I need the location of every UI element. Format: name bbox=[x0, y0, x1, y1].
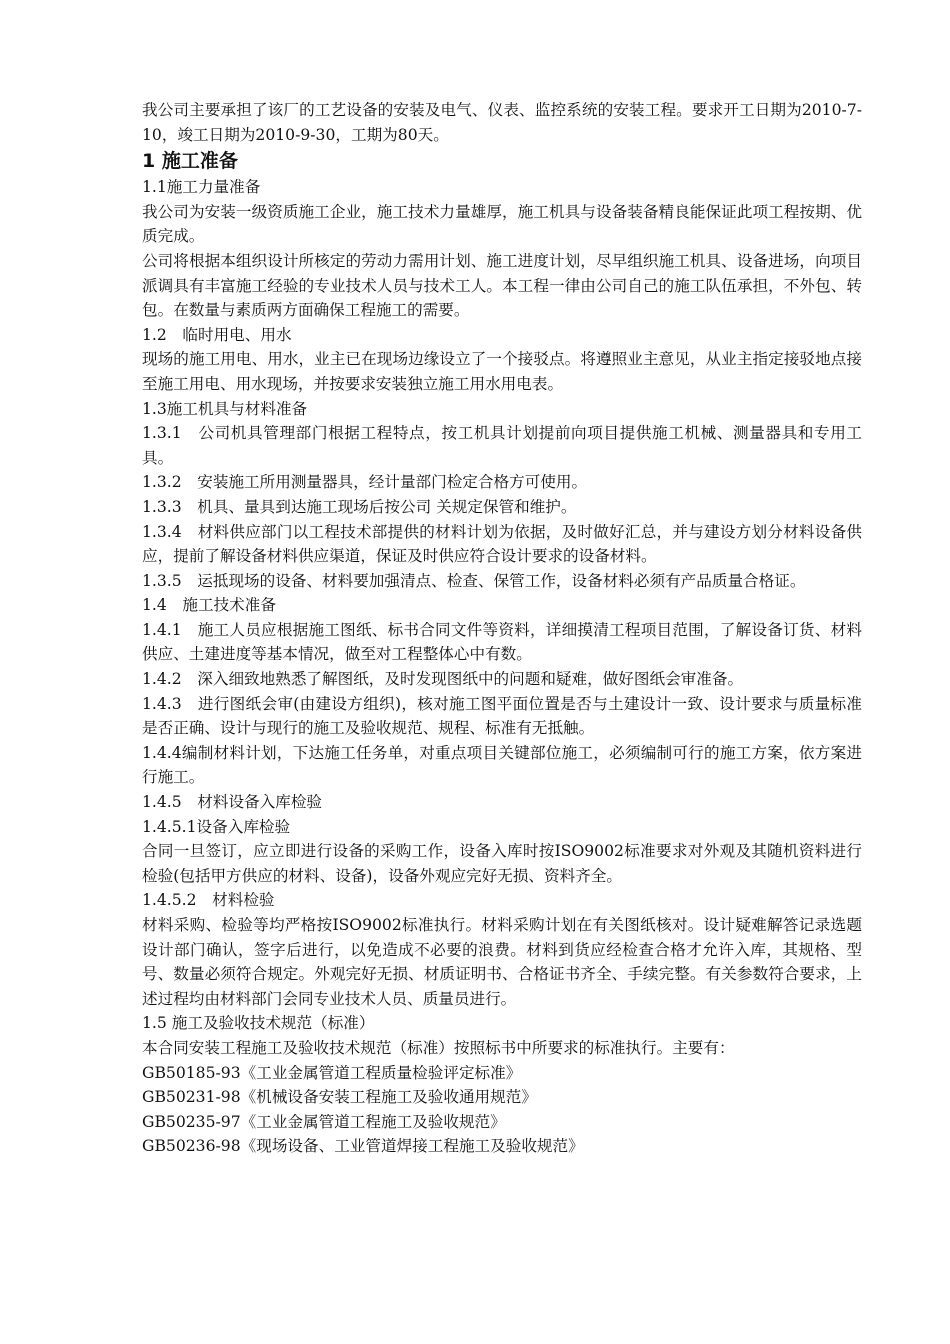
item-1-4-1: 1.4.1 施工人员应根据施工图纸、标书合同文件等资料，详细摸清工程项目范围，了解设备订货、材料供应、土建进度等基本情况，做至对工程整体心中有数。 bbox=[142, 620, 862, 664]
item-1-4-5-2-title: 1.4.5.2 材料检验 bbox=[142, 891, 275, 910]
item-1-3-2: 1.3.2 安装施工所用测量器具，经计量部门检定合格方可使用。 bbox=[142, 473, 588, 492]
standard-item: GB50236-98《现场设备、工业管道焊接工程施工及验收规范》 bbox=[142, 1137, 584, 1156]
paragraph-1-1-b: 公司将根据本组织设计所核定的劳动力需用计划、施工进度计划，尽早组织施工机具、设备进场，向项目派调具有丰富施工经验的专业技术人员与技术工人。本工程一律由公司自己的施工队伍承担，不外包、转包。在数量与素质两方面确保工程施工的需要。 bbox=[142, 251, 862, 320]
paragraph-1-1-a: 我公司为安装一级资质施工企业，施工技术力量雄厚，施工机具与设备装备精良能保证此项工程按期、优质完成。 bbox=[142, 202, 862, 246]
paragraph-1-5: 本合同安装工程施工及验收技术规范（标准）按照标书中所要求的标准执行。主要有： bbox=[142, 1038, 735, 1057]
item-1-4-4: 1.4.4编制材料计划，下达施工任务单，对重点项目关键部位施工，必须编制可行的施工方案，依方案进行施工。 bbox=[142, 743, 862, 787]
subsection-title-1-3: 1.3施工机具与材料准备 bbox=[142, 399, 308, 418]
subsection-title-1-1: 1.1施工力量准备 bbox=[142, 178, 261, 197]
subsection-title-1-5: 1.5 施工及验收技术规范（标准） bbox=[142, 1014, 375, 1033]
item-1-4-5-1-title: 1.4.5.1设备入库检验 bbox=[142, 817, 291, 836]
item-1-4-3: 1.4.3 进行图纸会审(由建设方组织)，核对施工图平面位置是否与土建设计一致、设计要求与质量标准是否正确、设计与现行的施工及验收规范、规程、标准有无抵触。 bbox=[142, 694, 862, 738]
paragraph-1-2: 现场的施工用电、用水，业主已在现场边缘设立了一个接驳点。将遵照业主意见，从业主指定接驳地点接至施工用电、用水现场，并按要求安装独立施工用水用电表。 bbox=[142, 350, 862, 393]
item-1-4-2: 1.4.2 深入细致地熟悉了解图纸，及时发现图纸中的问题和疑难，做好图纸会审准备。 bbox=[142, 670, 744, 689]
item-1-4-5: 1.4.5 材料设备入库检验 bbox=[142, 793, 323, 812]
standard-item: GB50231-98《机械设备安装工程施工及验收通用规范》 bbox=[142, 1088, 537, 1107]
document-page bbox=[142, 98, 862, 1159]
item-1-4-5-1-paragraph: 合同一旦签订，应立即进行设备的采购工作，设备入库时按ISO9002标准要求对外观及其随机资料进行检验(包括甲方供应的材料、设备)，设备外观应完好无损、资料齐全。 bbox=[142, 842, 862, 885]
standard-item: GB50185-93《工业金属管道工程质量检验评定标准》 bbox=[142, 1063, 522, 1082]
subsection-title-1-2: 1.2 临时用电、用水 bbox=[142, 325, 292, 344]
standard-item: GB50235-97《工业金属管道工程施工及验收规范》 bbox=[142, 1112, 506, 1131]
section-heading-1: 1 施工准备 bbox=[142, 150, 238, 173]
item-1-3-4: 1.3.4 材料供应部门以工程技术部提供的材料计划为依据，及时做好汇总，并与建设方划分材料设备供应，提前了解设备材料供应渠道，保证及时供应符合设计要求的设备材料。 bbox=[142, 522, 862, 566]
item-1-4-5-2-paragraph: 材料采购、检验等均严格按ISO9002标准执行。材料采购计划在有关图纸核对。设计疑难解答记录选题设计部门确认，签字后进行，以免造成不必要的浪费。材料到货应经检查合格才允许入库，其规格、型号、数量必须符合规定。外观完好无损、材质证明书、合格证书齐全、手续完整。有关参数符合要求，上述过程均由材料部门会同专业技术人员、质量员进行。 bbox=[142, 916, 862, 1008]
item-1-3-5: 1.3.5 运抵现场的设备、材料要加强清点、检查、保管工作，设备材料必须有产品质量合格证。 bbox=[142, 571, 806, 590]
intro-paragraph: 我公司主要承担了该厂的工艺设备的安装及电气、仪表、监控系统的安装工程。要求开工日期为2010-7-10，竣工日期为2010-9-30，工期为80天。 bbox=[142, 101, 862, 144]
item-1-3-1: 1.3.1 公司机具管理部门根据工程特点，按工机具计划提前向项目提供施工机械、测量器具和专用工具。 bbox=[142, 424, 862, 467]
subsection-title-1-4: 1.4 施工技术准备 bbox=[142, 596, 276, 615]
item-1-3-3: 1.3.3 机具、量具到达施工现场后按公司 关规定保管和维护。 bbox=[142, 497, 577, 516]
